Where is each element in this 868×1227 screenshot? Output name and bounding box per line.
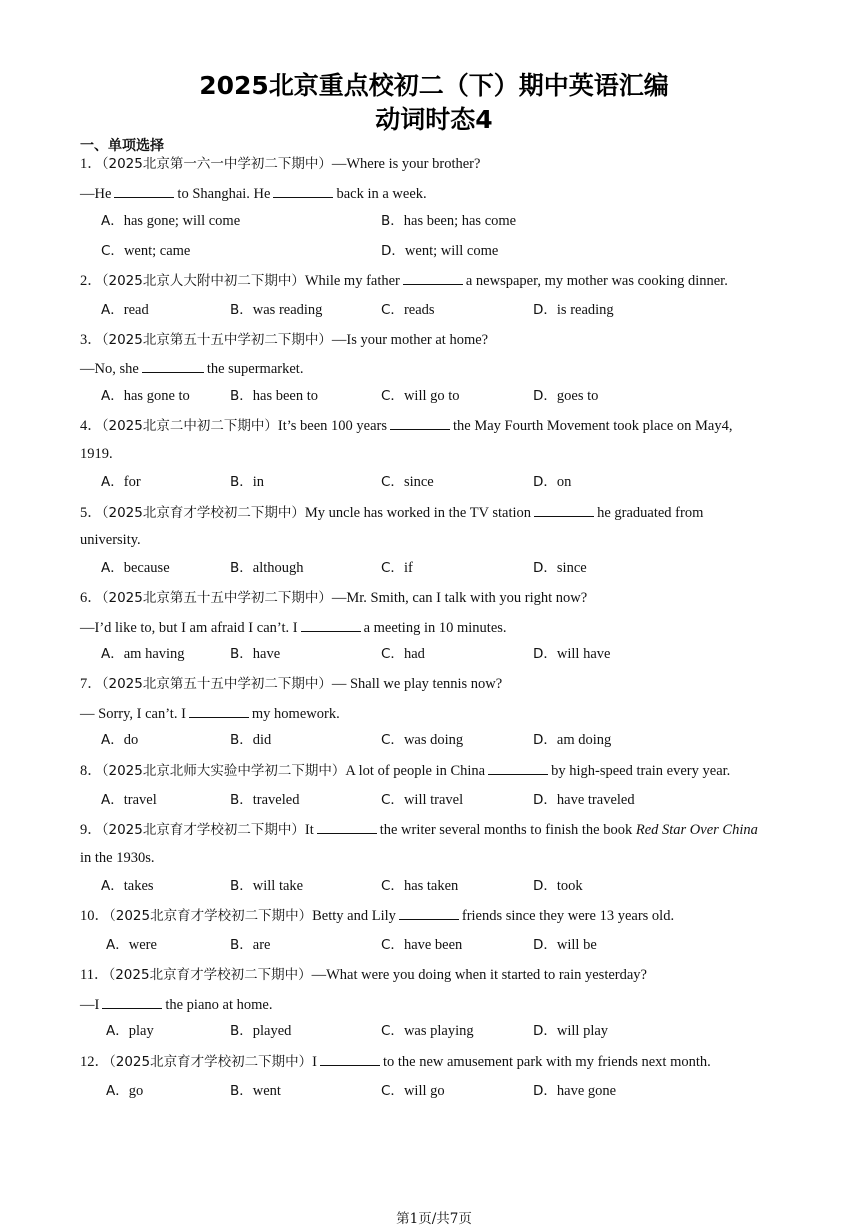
- option-a: A．do: [101, 732, 139, 748]
- option-d: D．have traveled: [533, 792, 635, 808]
- option-a: A．travel: [101, 792, 157, 808]
- option-d: D．is reading: [533, 302, 614, 318]
- question-6-line2: —I’d like to, but I am afraid I can’t. I a meeting in 10 minutes.: [80, 617, 507, 638]
- option-a: A．has gone; will come: [101, 213, 241, 229]
- option-b: B．in: [230, 474, 265, 490]
- question-11: 11．（2025北京育才学校初二下期中）—What were you doing when it started to rain yesterday?: [80, 967, 647, 983]
- document-title: 2025北京重点校初二（下）期中英语汇编: [199, 71, 669, 100]
- question-6: 6．（2025北京第五十五中学初二下期中）—Mr. Smith, can I talk with you right now?: [80, 590, 588, 606]
- option-d: D．goes to: [533, 388, 599, 404]
- option-a: A．am having: [101, 646, 185, 662]
- answer-blank: [102, 994, 162, 1009]
- option-b: B．has been; has come: [381, 213, 517, 229]
- question-1: 1．（2025北京第一六一中学初二下期中）—Where is your brother?: [80, 156, 481, 172]
- option-c: C．was playing: [381, 1023, 474, 1039]
- answer-blank: [142, 358, 204, 373]
- option-c: C．has taken: [381, 878, 459, 894]
- question-11-line2: —I the piano at home.: [80, 994, 272, 1015]
- question-5: 5．（2025北京育才学校初二下期中）My uncle has worked in the TV station he graduated from: [80, 502, 703, 523]
- option-d: D．will have: [533, 646, 611, 662]
- answer-blank: [488, 760, 548, 775]
- question-2: 2．（2025北京人大附中初二下期中）While my father a newspaper, my mother was cooking dinner.: [80, 270, 728, 291]
- option-d: D．since: [533, 560, 587, 576]
- option-d: D．will be: [533, 937, 597, 953]
- option-c: C．if: [381, 560, 413, 576]
- question-9-continuation: in the 1930s.: [80, 850, 155, 866]
- option-a: A．were: [106, 937, 157, 953]
- option-c: C．reads: [381, 302, 435, 318]
- option-b: B．have: [230, 646, 281, 662]
- section-heading: 一、单项选择: [80, 138, 164, 154]
- answer-blank: [390, 415, 450, 430]
- option-b: B．although: [230, 560, 304, 576]
- question-3: 3．（2025北京第五十五中学初二下期中）—Is your mother at home?: [80, 332, 489, 348]
- question-4-continuation: 1919.: [80, 446, 113, 462]
- option-a: A．go: [106, 1083, 144, 1099]
- option-b: B．will take: [230, 878, 304, 894]
- question-5-continuation: university.: [80, 532, 141, 548]
- answer-blank: [403, 270, 463, 285]
- option-d: D．went; will come: [381, 243, 499, 259]
- answer-blank: [114, 183, 174, 198]
- option-c: C．was doing: [381, 732, 464, 748]
- option-c: C．since: [381, 474, 434, 490]
- answer-blank: [301, 617, 361, 632]
- question-1-line2: —He to Shanghai. He back in a week.: [80, 183, 427, 204]
- option-b: B．has been to: [230, 388, 318, 404]
- option-c: C．have been: [381, 937, 463, 953]
- option-d: D．took: [533, 878, 583, 894]
- option-c: C．will travel: [381, 792, 464, 808]
- document-subtitle: 动词时态4: [375, 105, 493, 134]
- answer-blank: [317, 819, 377, 834]
- option-a: A．read: [101, 302, 149, 318]
- question-3-line2: —No, she the supermarket.: [80, 358, 303, 379]
- option-b: B．went: [230, 1083, 281, 1099]
- option-d: D．am doing: [533, 732, 612, 748]
- option-a: A．takes: [101, 878, 154, 894]
- book-title: Red Star Over China: [635, 822, 758, 838]
- question-10: 10．（2025北京育才学校初二下期中）Betty and Lily friends since they were 13 years old.: [80, 905, 674, 926]
- option-b: B．are: [230, 937, 271, 953]
- option-a: A．play: [106, 1023, 154, 1039]
- page-footer: 第1页/共7页: [396, 1211, 472, 1227]
- question-7-line2: — Sorry, I can’t. I my homework.: [80, 703, 340, 724]
- question-7: 7．（2025北京第五十五中学初二下期中）— Shall we play tennis now?: [80, 676, 503, 692]
- answer-blank: [273, 183, 333, 198]
- question-9: 9．（2025北京育才学校初二下期中）It the writer several months to finish the book Red Star Over China: [80, 819, 758, 840]
- option-d: D．will play: [533, 1023, 609, 1039]
- option-b: B．traveled: [230, 792, 300, 808]
- option-c: C．will go: [381, 1083, 445, 1099]
- option-a: A．has gone to: [101, 388, 190, 404]
- option-b: B．did: [230, 732, 272, 748]
- option-d: D．have gone: [533, 1083, 617, 1099]
- option-c: C．had: [381, 646, 425, 662]
- question-12: 12．（2025北京育才学校初二下期中）I to the new amusement park with my friends next month.: [80, 1051, 711, 1072]
- question-8: 8．（2025北京北师大实验中学初二下期中）A lot of people in China by high-speed train every year.: [80, 760, 730, 781]
- option-c: C．will go to: [381, 388, 460, 404]
- option-a: A．for: [101, 474, 141, 490]
- question-4: 4．（2025北京二中初二下期中）It’s been 100 years the May Fourth Movement took place on May4,: [80, 415, 732, 436]
- option-c: C．went; came: [101, 243, 191, 259]
- option-a: A．because: [101, 560, 170, 576]
- option-b: B．was reading: [230, 302, 323, 318]
- answer-blank: [189, 703, 249, 718]
- option-d: D．on: [533, 474, 572, 490]
- answer-blank: [320, 1051, 380, 1066]
- answer-blank: [534, 502, 594, 517]
- option-b: B．played: [230, 1023, 292, 1039]
- answer-blank: [399, 905, 459, 920]
